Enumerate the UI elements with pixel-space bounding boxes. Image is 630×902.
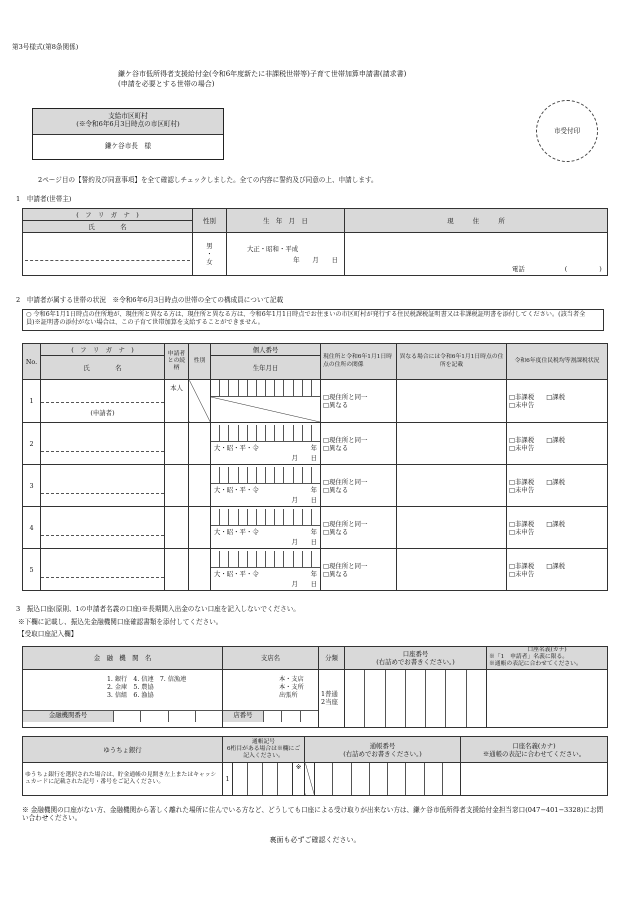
- id-dob-field[interactable]: [211, 465, 321, 507]
- addressee-label: 支給市区町村: [108, 112, 148, 120]
- address-relation-field[interactable]: [321, 465, 397, 507]
- diff-checkbox[interactable]: □異なる: [323, 527, 349, 536]
- unfiled-checkbox[interactable]: □未申告: [509, 401, 535, 409]
- reception-stamp-area: [536, 100, 598, 162]
- unfiled-checkbox[interactable]: □未申告: [509, 443, 535, 452]
- previous-address-field[interactable]: [397, 549, 507, 591]
- footer-note: ※ 金融機関の口座がない方、金融機関から著しく離れた場所に住んでいる方など、どうしても口座による受け取りが出来ない方は、鎌ケ谷市低所得者支援給付金担当窓口(047−401−3328)にお問い合わせください。: [22, 806, 604, 823]
- type-header: 分類: [319, 647, 345, 670]
- row-number: 2: [23, 423, 41, 465]
- relation-field[interactable]: [165, 465, 189, 507]
- year-label: 年: [310, 486, 317, 494]
- bank-name-field[interactable]: [23, 669, 223, 727]
- col-furigana: ( フ リ ガ ナ ): [41, 344, 165, 356]
- holder-header: 口座名義(カナ): [527, 647, 567, 653]
- era-options: 大・昭・平・令: [214, 528, 259, 536]
- unfiled-checkbox[interactable]: □未申告: [509, 569, 535, 578]
- addressee-name: 鎌ケ谷市長 様: [104, 142, 152, 150]
- col-no: No.: [23, 344, 41, 380]
- yucho-description: ゆうちょ銀行を選択された場合は、貯金通帳の見開き左上またはキャッシュカードに記載された記号・番号をご記入ください。: [23, 763, 223, 796]
- year-label: 年: [310, 444, 317, 452]
- row-number: 4: [23, 507, 41, 549]
- applicant-address-field[interactable]: [345, 233, 608, 276]
- diff-checkbox[interactable]: □異なる: [323, 485, 349, 494]
- col-address-previous: 異なる場合には令和6年1月1日時点の住所を記載: [397, 344, 507, 380]
- col-tax-status: 令和6年度住民税均等割課税状況: [507, 344, 608, 380]
- applicant-dob-field[interactable]: [227, 233, 345, 276]
- col-name: 氏 名: [41, 356, 165, 380]
- md-label: 月 日: [291, 454, 317, 462]
- address-relation-field[interactable]: [321, 549, 397, 591]
- applicant-sex-field[interactable]: [193, 233, 227, 276]
- bango-header: 通帳番号: [369, 741, 396, 750]
- yucho-header: ゆうちょ銀行: [23, 737, 223, 763]
- address-relation-field[interactable]: [321, 380, 397, 423]
- section2-heading: 2 申請者が属する世帯の状況 ※令和6年6月3日時点の世帯の全ての構成員について記載: [16, 296, 284, 304]
- same-checkbox[interactable]: □現住所と同一: [323, 477, 368, 486]
- branch-code-boxes[interactable]: [264, 711, 318, 722]
- nontax-checkbox[interactable]: □非課税: [509, 435, 535, 444]
- bank-code-boxes[interactable]: [114, 711, 222, 722]
- bank-type-options: 1. 銀行 4. 信連 7. 信漁連 2. 金庫 5. 農協 3. 信組 6. 漁協: [107, 676, 187, 699]
- holder-note1: ※「1 申請者」名義に限る。: [489, 654, 569, 661]
- relation-field[interactable]: [165, 423, 189, 465]
- taxed-checkbox[interactable]: □課税: [546, 477, 566, 486]
- separator-cell: [305, 763, 315, 796]
- male-option: 男: [206, 242, 213, 250]
- id-dob-field[interactable]: [211, 507, 321, 549]
- year-label: 年: [310, 570, 317, 578]
- name-header: 氏 名: [23, 221, 193, 233]
- nontax-checkbox[interactable]: □非課税: [509, 477, 535, 486]
- branch-field[interactable]: [223, 669, 319, 727]
- form-number: 第3号様式(第8条関係): [12, 43, 79, 51]
- address-relation-field[interactable]: [321, 507, 397, 549]
- era-options: 大正・昭和・平成: [247, 244, 299, 253]
- kigo-field[interactable]: [233, 763, 293, 796]
- col-id: 個人番号: [211, 344, 321, 356]
- member-name-field[interactable]: [41, 423, 165, 465]
- sex-field[interactable]: [189, 549, 211, 591]
- household-row: [23, 423, 608, 465]
- yucho-table: [22, 736, 608, 796]
- furigana-header: ( フ リ ガ ナ ): [23, 209, 193, 221]
- row-number: 3: [23, 465, 41, 507]
- branch-code-label: 店番号: [223, 711, 264, 722]
- yucho-holder-field[interactable]: [461, 763, 608, 796]
- previous-address-field[interactable]: [397, 465, 507, 507]
- year-label: 年: [310, 528, 317, 536]
- bank-name-header: 金 融 機 関 名: [23, 647, 223, 670]
- bango-field[interactable]: [315, 763, 461, 796]
- unfiled-checkbox[interactable]: □未申告: [509, 485, 535, 494]
- tel-label: 電話: [512, 265, 525, 273]
- relation-field[interactable]: [165, 549, 189, 591]
- era-options: 大・昭・平・令: [214, 444, 259, 452]
- form-subtitle: (申請を必要とする世帯の場合): [118, 80, 215, 88]
- holder-note2: ※通帳の表記に合わせてください。: [489, 661, 582, 668]
- col-dob: 生年月日: [211, 356, 321, 380]
- nontax-checkbox[interactable]: □非課税: [509, 393, 535, 401]
- previous-address-field[interactable]: [397, 423, 507, 465]
- section3-heading: 3 振込口座(原則、1の申請者名義の口座)※長期間入出金のない口座を記入しないでください。: [16, 605, 300, 613]
- applicant-table: [22, 208, 608, 276]
- account-holder-field[interactable]: [487, 669, 608, 727]
- id-dob-field[interactable]: [211, 423, 321, 465]
- applicant-label: (申請者): [90, 408, 115, 417]
- member-name-field[interactable]: [41, 380, 165, 423]
- sex-field[interactable]: [189, 423, 211, 465]
- address-header: 現 住 所: [345, 209, 608, 233]
- col-sex: 性別: [189, 344, 211, 380]
- md-label: 月 日: [291, 580, 317, 588]
- account-box-title: 【受取口座記入欄】: [18, 630, 78, 638]
- id-dob-field[interactable]: [211, 549, 321, 591]
- col-address-relation: 現住所と令和6年1月1日時点の住所の関係: [321, 344, 397, 380]
- section1-heading: 1 申請者(世帯主): [16, 195, 72, 203]
- same-checkbox[interactable]: □現住所と同一: [323, 393, 368, 401]
- account-number-field[interactable]: [345, 669, 487, 727]
- nontax-checkbox[interactable]: □非課税: [509, 519, 535, 528]
- id-dob-field[interactable]: [211, 380, 321, 423]
- household-row: [23, 549, 608, 591]
- sex-field[interactable]: [189, 465, 211, 507]
- branch-header: 支店名: [223, 647, 319, 670]
- previous-address-field[interactable]: [397, 380, 507, 423]
- md-label: 月 日: [291, 496, 317, 504]
- taxed-checkbox[interactable]: □課税: [546, 393, 566, 401]
- same-checkbox[interactable]: □現住所と同一: [323, 435, 368, 444]
- household-row: [23, 465, 608, 507]
- yucho-holder-header: 口座名義(カナ): [512, 741, 556, 750]
- kigo-note: 6桁目がある場合は※欄にご記入ください。: [226, 745, 301, 760]
- era-options: 大・昭・平・令: [214, 570, 259, 578]
- account-type-field[interactable]: 1普通 2当座: [319, 669, 345, 727]
- tax-status-field[interactable]: [507, 465, 608, 507]
- tax-status-field[interactable]: [507, 380, 608, 423]
- tax-status-field[interactable]: [507, 423, 608, 465]
- sex-header: 性別: [193, 209, 227, 233]
- nontax-checkbox[interactable]: □非課税: [509, 561, 535, 570]
- section2-note: ○ 令和6年1月1日時点の住所地が、現住所と異なる方は、現住所と異なる方は、令和6年1月1日時点でお住まいの市区町村が発行する住民税課税証明書又は非課税証明書を添付してください。(該当者全員)※証明書の添付がない場合は、この子育て世帯加算を支給することができません。: [22, 309, 604, 331]
- branch-type-options: 本・支店 本・支所 出張所: [279, 676, 304, 699]
- yucho-holder-note: ※通帳の表記に合わせてください。: [482, 749, 586, 758]
- diff-checkbox[interactable]: □異なる: [323, 401, 349, 409]
- tax-status-field[interactable]: [507, 549, 608, 591]
- female-option: 女: [206, 258, 213, 266]
- agreement-text: 2ページ目の【誓約及び同意事項】を全て確認しチェックしました。全ての内容に誓約及び同意の上、申請します。: [38, 176, 378, 184]
- diff-checkbox[interactable]: □異なる: [323, 569, 349, 578]
- section3-note: ※下欄に記載し、振込先金融機関口座確認書類を添付してください。: [18, 618, 223, 626]
- md-label: 月 日: [291, 538, 317, 546]
- stamp-label: 市受付印: [553, 126, 581, 135]
- taxed-checkbox[interactable]: □課税: [546, 561, 566, 570]
- household-row: [23, 380, 608, 423]
- sex-field[interactable]: [189, 380, 211, 423]
- tax-status-field[interactable]: [507, 507, 608, 549]
- member-name-field[interactable]: [41, 507, 165, 549]
- taxed-checkbox[interactable]: □課税: [546, 519, 566, 528]
- tel-paren: ( ): [564, 265, 602, 273]
- member-name-field[interactable]: [41, 549, 165, 591]
- household-table: [22, 343, 608, 591]
- taxed-checkbox[interactable]: □課税: [546, 435, 566, 444]
- address-relation-field[interactable]: [321, 423, 397, 465]
- era-options: 大・昭・平・令: [214, 486, 259, 494]
- bango-note: (右詰めでお書きください。): [343, 749, 422, 758]
- footer-text: 裏面も必ずご確認ください。: [269, 836, 361, 844]
- same-checkbox[interactable]: □現住所と同一: [323, 561, 368, 570]
- account-number-header: 口座番号: [402, 649, 429, 658]
- row-number: 1: [23, 380, 41, 423]
- account-number-note: (右詰めでお書きください。): [376, 657, 455, 666]
- separator: ・: [206, 250, 213, 258]
- previous-address-field[interactable]: [397, 507, 507, 549]
- diff-checkbox[interactable]: □異なる: [323, 443, 349, 452]
- kigo-header: 通帳記号: [251, 738, 276, 745]
- member-name-field[interactable]: [41, 465, 165, 507]
- kigo-prefix: 1: [223, 763, 233, 796]
- form-title: 鎌ケ谷市低所得者支援給付金(令和6年度新たに非課税世帯等)子育て世帯加算申請書(請求書): [118, 70, 407, 78]
- relation-field[interactable]: [165, 507, 189, 549]
- applicant-name-field[interactable]: [23, 233, 193, 276]
- same-checkbox[interactable]: □現住所と同一: [323, 519, 368, 528]
- kigo-mark: ※: [293, 763, 305, 796]
- sex-field[interactable]: [189, 507, 211, 549]
- col-relation: 申請者との続柄: [165, 344, 189, 380]
- relation-field[interactable]: [165, 380, 189, 423]
- unfiled-checkbox[interactable]: □未申告: [509, 527, 535, 536]
- bank-code-label: 金融機関番号: [23, 711, 114, 722]
- bank-account-table: [22, 646, 608, 728]
- dob-header: 生 年 月 日: [227, 209, 345, 233]
- addressee-box: [32, 108, 224, 160]
- household-row: [23, 507, 608, 549]
- addressee-note: (※令和6年6月3日時点の市区町村): [76, 120, 180, 129]
- row-number: 5: [23, 549, 41, 591]
- self-label: 本人: [170, 384, 183, 392]
- ymd-label: 年 月 日: [293, 255, 338, 264]
